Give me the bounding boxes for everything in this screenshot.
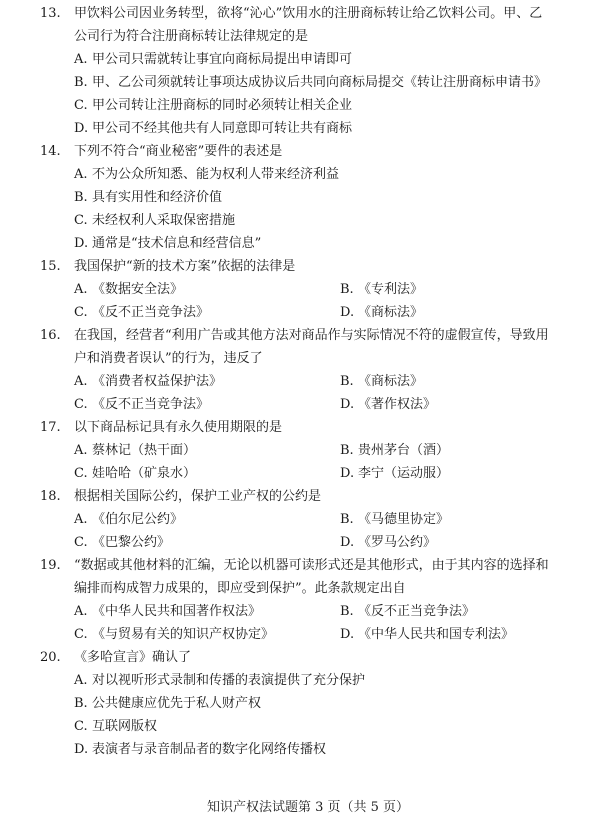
question-16-option-d: D. 《著作权法》 [340,397,437,412]
question-14-option-c: C. 未经权利人采取保密措施 [74,213,236,228]
question-18-option-d: D. 《罗马公约》 [340,535,437,550]
question-14-stem [40,140,580,163]
question-number: 19. [40,558,61,573]
question-text: 在我国，经营者“利用广告或其他方法对商品作与实际情况不符的虚假宣传，导致用 [74,328,549,343]
question-16-option-b: B. 《商标法》 [340,374,424,389]
question-20-stem [40,646,580,669]
question-13-option-a: A. 甲公司只需就转让事宜向商标局提出申请即可 [74,52,353,67]
question-17-stem [40,416,580,439]
question-16-stem-cont: 户和消费者误认”的行为，违反了 [74,351,263,366]
question-15-option-c: C. 《反不正当竞争法》 [74,305,210,320]
question-text: 我国保护“新的技术方案”依据的法律是 [74,259,296,274]
question-16-option-a: A. 《消费者权益保护法》 [74,374,223,389]
question-19-option-a: A. 《中华人民共和国著作权法》 [74,604,262,619]
question-15-option-d: D. 《商标法》 [340,305,424,320]
question-19-stem [40,554,580,577]
question-18-option-c: C. 《巴黎公约》 [74,535,171,550]
question-16-stem [40,324,580,347]
question-text: 下列不符合“商业秘密”要件的表述是 [74,144,283,159]
question-19-option-c: C. 《与贸易有关的知识产权协定》 [74,627,275,642]
question-19-option-d: D. 《中华人民共和国专利法》 [340,627,515,642]
question-14-option-d: D. 通常是“技术信息和经营信息” [74,236,262,251]
question-20-option-c: C. 互联网版权 [74,719,158,734]
question-number: 13. [40,6,61,21]
question-number: 16. [40,328,61,343]
question-17-option-c: C. 娃哈哈（矿泉水） [74,466,197,481]
question-15-option-b: B. 《专利法》 [340,282,424,297]
page-footer: 知识产权法试题第 3 页（共 5 页） [206,800,410,815]
question-15-stem [40,255,580,278]
question-16-option-c: C. 《反不正当竞争法》 [74,397,210,412]
question-number: 17. [40,420,61,435]
question-14-option-b: B. 具有实用性和经济价值 [74,190,223,205]
question-text: 《多哈宣言》确认了 [74,650,192,665]
question-14-option-a: A. 不为公众所知悉、能为权利人带来经济利益 [74,167,340,182]
question-18-option-b: B. 《马德里协定》 [340,512,450,527]
question-13-stem [40,2,580,25]
question-number: 15. [40,259,61,274]
question-17-option-a: A. 蔡林记（热干面） [74,443,197,458]
question-text: 根据相关国际公约，保护工业产权的公约是 [74,489,322,504]
question-18-stem [40,485,580,508]
question-number: 18. [40,489,61,504]
question-13-option-d: D. 甲公司不经其他共有人同意即可转让共有商标 [74,121,353,136]
question-17-option-d: D. 李宁（运动服） [340,466,450,481]
question-13-option-c: C. 甲公司转让注册商标的同时必须转让相关企业 [74,98,353,113]
question-20-option-a: A. 对以视听形式录制和传播的表演提供了充分保护 [74,673,366,688]
question-18-option-a: A. 《伯尔尼公约》 [74,512,184,527]
question-19-stem-cont: 编排而构成智力成果的，即应受到保护”。此条款规定出自 [74,581,406,596]
question-text: 甲饮料公司因业务转型，欲将“沁心”饮用水的注册商标转让给乙饮料公司。甲、乙 [74,6,543,21]
question-text: “数据或其他材料的汇编，无论以机器可读形式还是其他形式，由于其内容的选择和 [74,558,549,573]
question-20-option-b: B. 公共健康应优先于私人财产权 [74,696,262,711]
question-17-option-b: B. 贵州茅台（酒） [340,443,450,458]
question-text: 以下商品标记具有永久使用期限的是 [74,420,283,435]
question-20-option-d: D. 表演者与录音制品者的数字化网络传播权 [74,742,327,757]
question-15-option-a: A. 《数据安全法》 [74,282,184,297]
question-19-option-b: B. 《反不正当竞争法》 [340,604,476,619]
question-number: 20. [40,650,61,665]
question-number: 14. [40,144,61,159]
question-13-stem-cont: 公司行为符合注册商标转让法律规定的是 [74,29,309,44]
question-13-option-b: B. 甲、乙公司须就转让事项达成协议后共同向商标局提交《转让注册商标申请书》 [74,75,548,90]
